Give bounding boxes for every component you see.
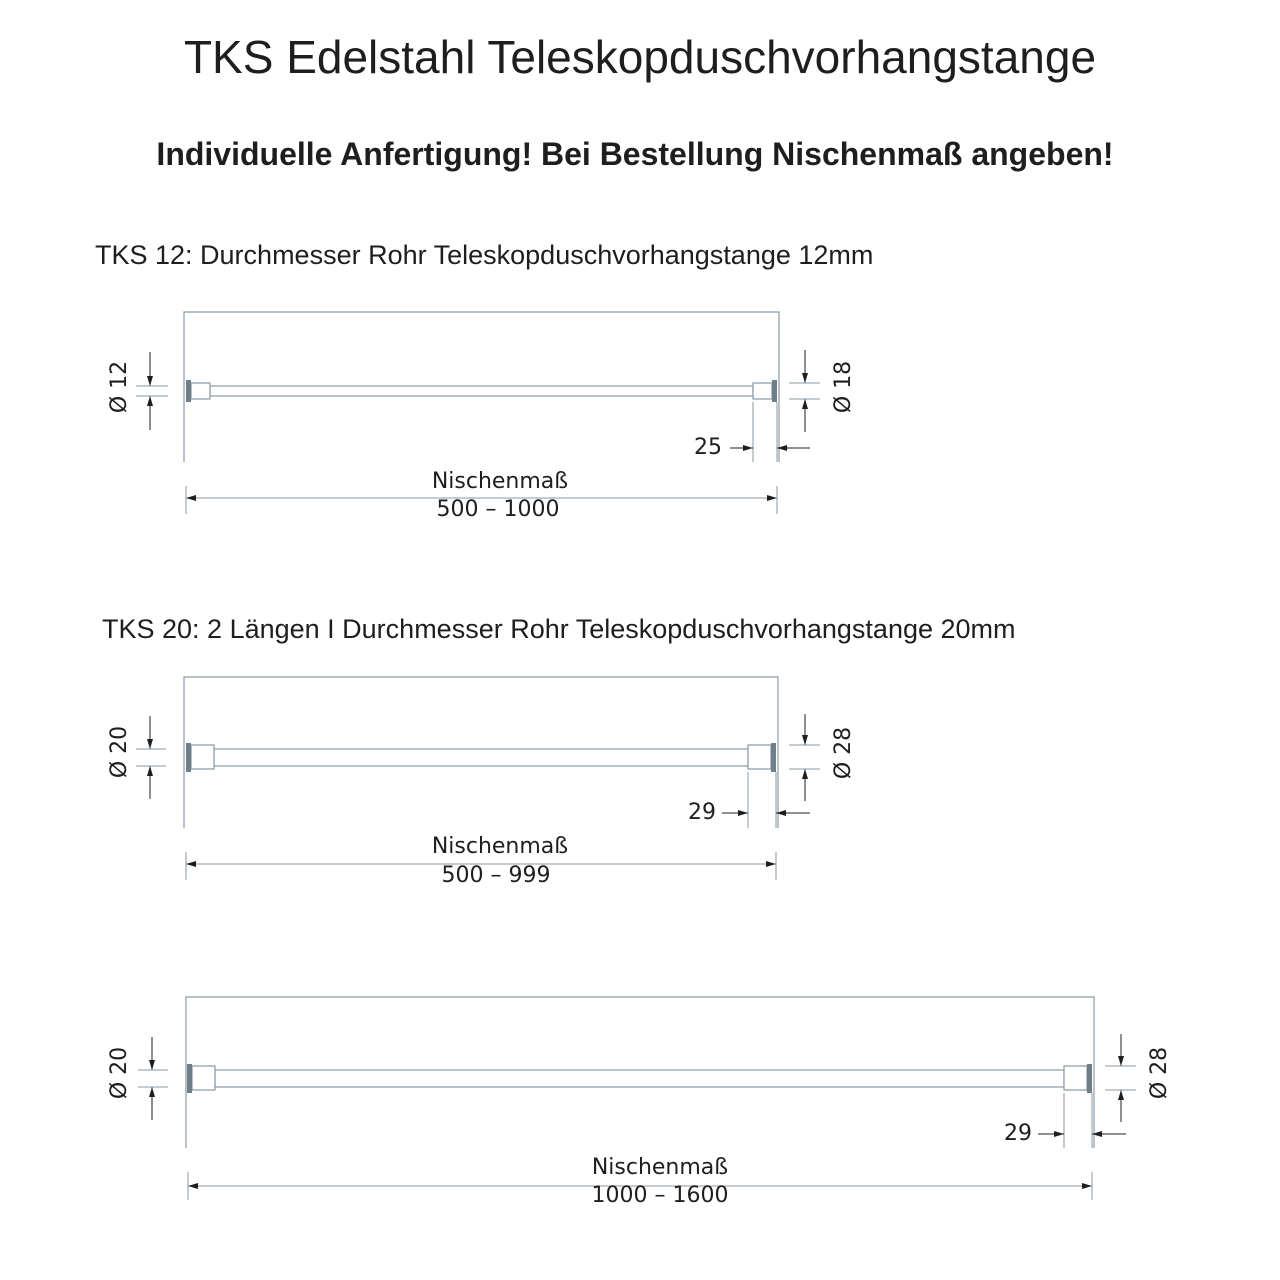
rod-end-right — [748, 745, 771, 769]
right-diameter-label: Ø 18 — [831, 360, 856, 414]
rod-end-left — [191, 745, 214, 769]
end-dimension-label: 29 — [1004, 1121, 1032, 1146]
left-diameter-label: Ø 20 — [107, 725, 132, 779]
wall-cap-left — [186, 380, 191, 402]
left-diameter-label: Ø 12 — [107, 360, 132, 414]
section-title-tks20: TKS 20: 2 Längen I Durchmesser Rohr Teleskopduschvorhangstange 20mm — [102, 614, 1016, 644]
diagram-tks20-short — [107, 677, 856, 888]
rod-end-left — [192, 1066, 215, 1090]
page-title: TKS Edelstahl Teleskopduschvorhangstange — [183, 31, 1097, 83]
right-diameter-label: Ø 28 — [1147, 1046, 1172, 1100]
niche-measure-range: 500 – 999 — [441, 863, 551, 888]
rod-tube — [215, 1070, 1064, 1087]
rod-tube — [210, 386, 753, 396]
wall-cap-right — [771, 743, 776, 772]
end-dimension-label: 29 — [688, 800, 716, 825]
rod-end-right — [1064, 1066, 1087, 1090]
wall-cap-left — [186, 743, 191, 772]
wall-cap-left — [187, 1064, 192, 1093]
rod-end-left — [191, 383, 210, 399]
niche-measure-label: Nischenmaß — [431, 834, 569, 859]
section-title-tks12: TKS 12: Durchmesser Rohr Teleskopduschvorhangstange 12mm — [95, 240, 874, 270]
diagram-tks12 — [107, 312, 856, 522]
niche-measure-label: Nischenmaß — [431, 469, 569, 494]
end-dimension-label: 25 — [694, 435, 722, 460]
right-diameter-label: Ø 28 — [831, 726, 856, 780]
left-diameter-label: Ø 20 — [107, 1046, 132, 1100]
diagram-tks20-long — [107, 997, 1172, 1208]
niche-measure-label: Nischenmaß — [591, 1155, 729, 1180]
wall-cap-right — [772, 380, 777, 402]
rod-end-right — [753, 383, 772, 399]
page-subtitle: Individuelle Anfertigung! Bei Bestellung Nischenmaß angeben! — [156, 136, 1114, 172]
wall-cap-right — [1087, 1064, 1092, 1093]
rod-tube — [214, 749, 748, 766]
niche-measure-range: 1000 – 1600 — [591, 1183, 729, 1208]
niche-measure-range: 500 – 1000 — [436, 497, 560, 522]
